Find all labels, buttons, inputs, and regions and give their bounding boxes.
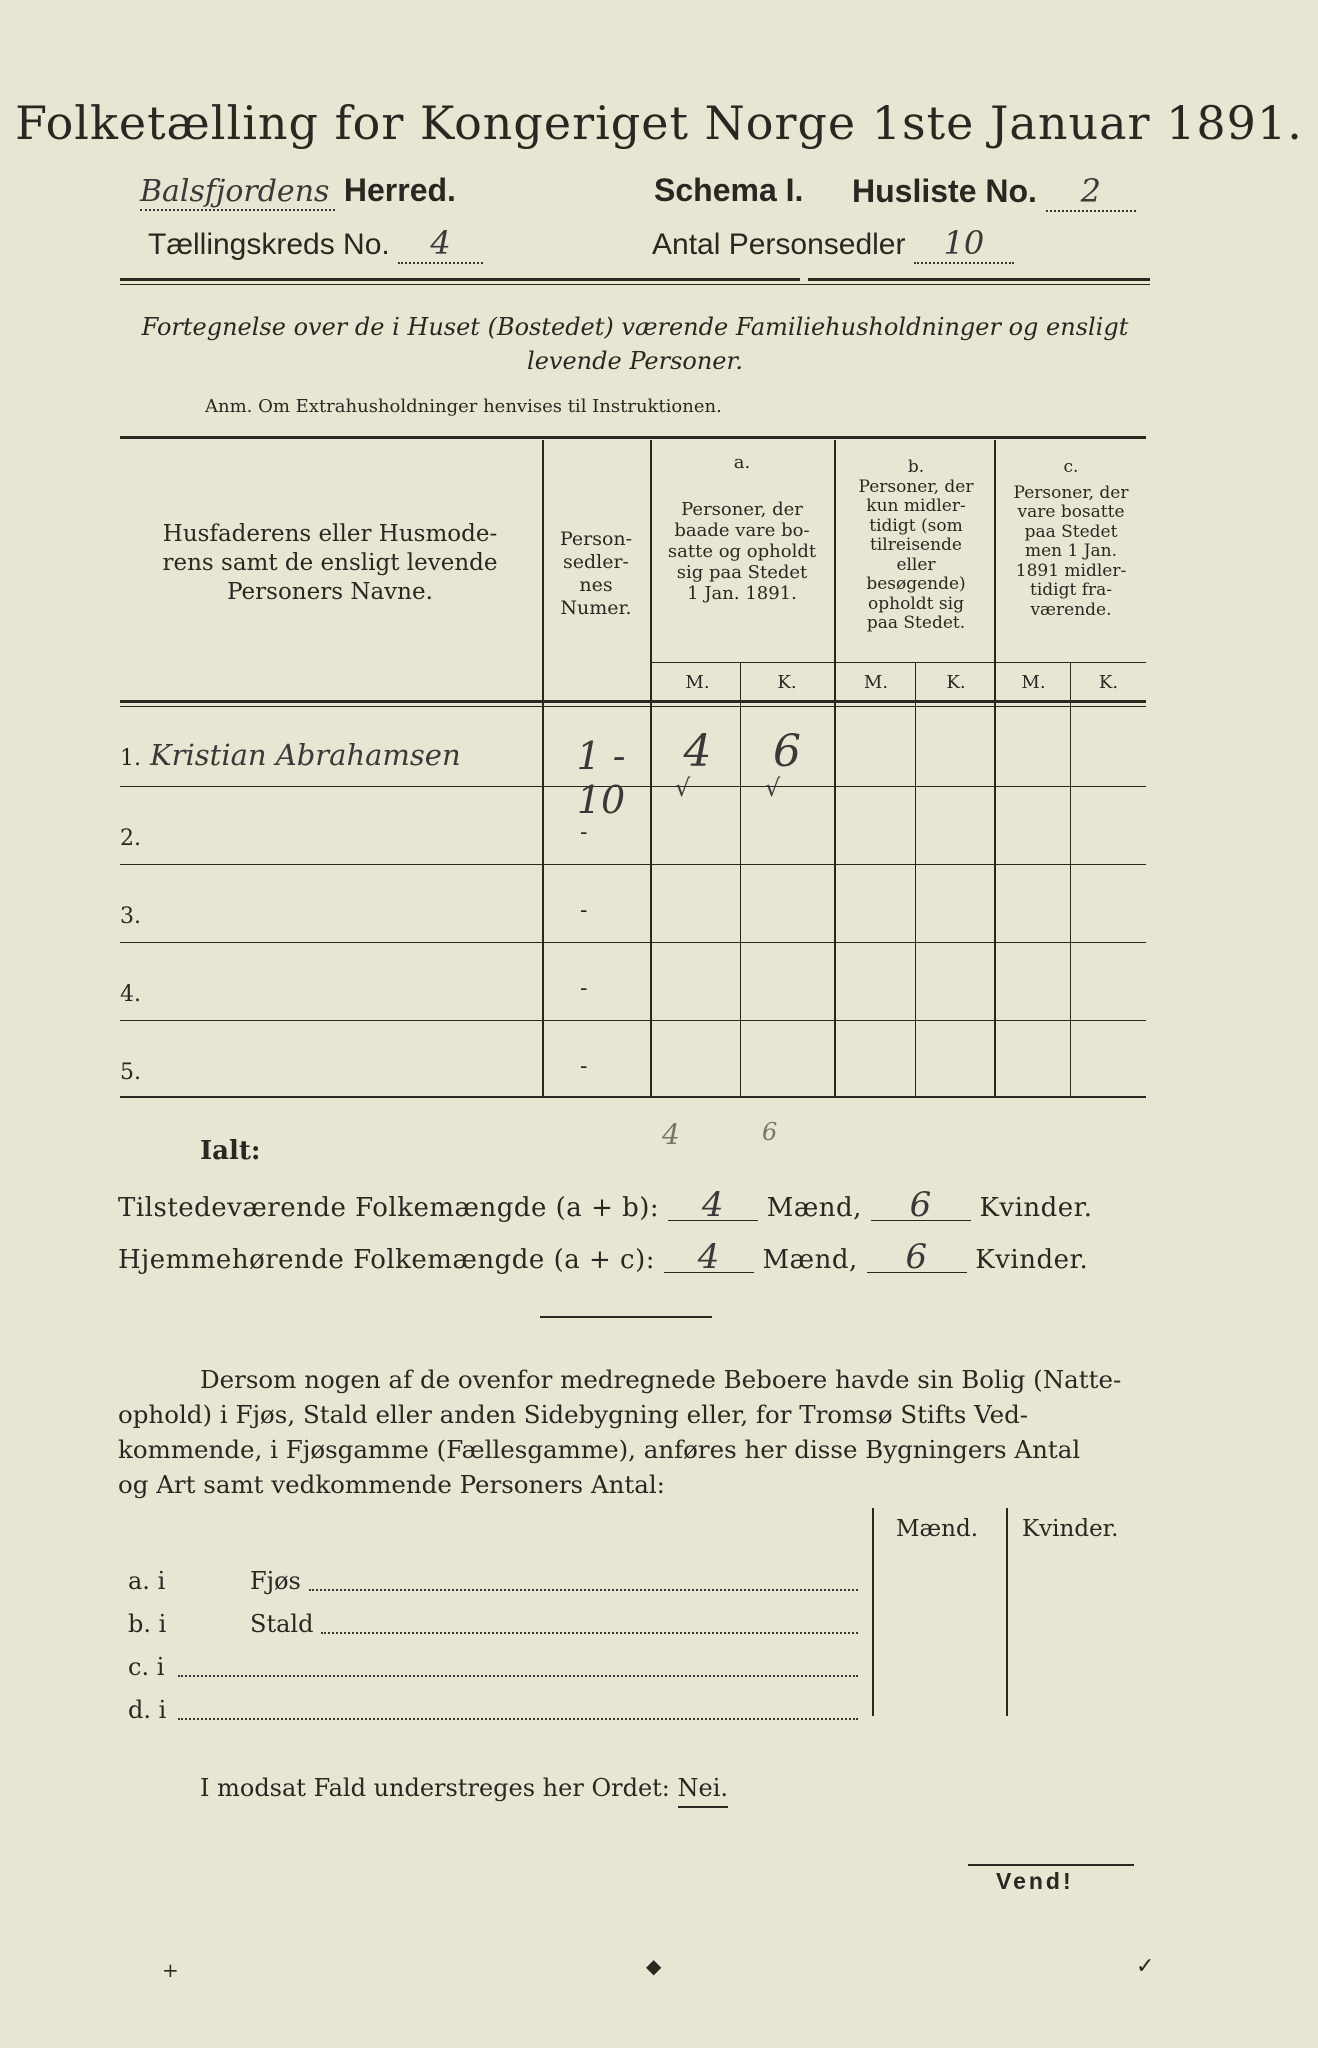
col-header-b [836,458,996,634]
col-b-line-4: tilreisende [869,535,962,555]
intro-line-2: levende Personer. [527,347,743,375]
ialt-women: 6 [762,1118,778,1146]
col-c-line-1: Personer, der [1013,482,1129,503]
hjemme-women: 6 [867,1242,967,1273]
col-a-k: K. [777,672,797,693]
col-num-line-2: sedler- [563,551,629,573]
para-line-3: kommende, i Fjøsgamme (Fællesgamme), anføres her disse Bygningers Antal [118,1435,1081,1464]
dotted-leader [309,1560,858,1591]
tilsted-men: 4 [668,1190,758,1221]
table-row [120,708,1146,822]
col-num-line-3: nes [579,574,613,596]
col-a-line-1: Personer, der [681,499,803,520]
col-c-line-3: paa Stedet [1024,521,1118,542]
section-divider [540,1316,712,1318]
anm-note: Anm. Om Extrahusholdninger henvises til Instruktionen. [205,396,722,417]
row-number: 3. [120,904,141,929]
hjemme-maend-label: Mænd, [762,1245,858,1275]
nei-word: Nei. [678,1774,729,1808]
kreds-line [148,224,483,264]
col-c-letter: c. [1063,457,1079,477]
hjemme-line [118,1237,1089,1278]
intro-text [110,310,1160,378]
corner-mark-icon: ✓ [1136,1954,1155,1979]
person-name: Kristian Abrahamsen [150,738,461,772]
col-c-m: M. [1021,672,1046,693]
personsedler-numbers: - [580,1054,588,1079]
col-b-line-3: tidigt (som [869,515,963,536]
row-number: 2. [120,826,141,851]
col-a-m: M. [685,672,710,693]
building-list [128,1560,858,1732]
col-header-name [125,520,535,607]
intro-line-1: Fortegnelse over de i Huset (Bostedet) værende Familiehusholdninger og ensligt [141,313,1129,341]
item-letter: a. i [128,1567,166,1595]
col-header-number [546,528,646,620]
row-a-women: 6 [773,726,801,777]
table-row [120,786,1146,865]
table-header-rule [120,700,1146,703]
check-mark-icon: √ [765,774,781,802]
herred-value: Balsfjordens [140,174,335,211]
item-letter: d. i [128,1696,167,1724]
col-c-line-6: tidigt fra- [1029,580,1112,600]
row-number: 5. [120,1060,141,1085]
mk-top-rule [652,662,1146,663]
personsedler-numbers: - [580,820,588,845]
col-c-line-5: 1891 midler- [1015,560,1127,581]
table-top-rule [120,436,1146,439]
col-b-line-7: opholdt sig [868,593,964,614]
list-item [128,1603,858,1646]
vline-bottom-1 [872,1508,874,1716]
col-name-line-1: Husfaderens eller Husmode- [162,521,498,547]
header-rule-right [808,278,1150,281]
table-row [120,1020,1146,1098]
husliste-value: 2 [1046,172,1136,212]
ialt-men: 4 [662,1118,680,1151]
header-rule-left [120,278,800,281]
col-a-line-4: sig paa Stedet [676,562,808,583]
tilsted-women: 6 [871,1190,971,1221]
para-line-2: ophold) i Fjøs, Stald eller anden Sidebygning eller, for Tromsø Stifts Ved- [118,1400,1029,1429]
tilsted-maend-label: Mænd, [766,1193,862,1223]
col-a-line-2: baade vare bo- [674,520,810,541]
corner-mark-icon: + [162,1958,179,1982]
col-maend-label: Mænd. [896,1516,979,1542]
vend-rule [968,1864,1134,1866]
table-row [120,864,1146,943]
antal-value: 10 [914,224,1014,264]
center-mark-icon: ◆ [646,1954,662,1978]
list-item [128,1560,858,1603]
modsat-text: I modsat Fald understreges her Ordet: [200,1774,670,1802]
personsedler-numbers: - [580,898,588,923]
tilsted-kvinder-label: Kvinder. [979,1193,1093,1223]
header-rule-thin [120,284,1150,285]
herred-label: Herred. [343,172,456,208]
col-c-k: K. [1098,672,1119,693]
col-name-line-3: Personers Navne. [227,579,433,605]
kreds-label: Tællingskreds No. [148,228,390,261]
husliste-line [852,172,1136,212]
vend-label: Vend! [996,1868,1074,1894]
item-label: Stald [250,1610,314,1638]
dotted-leader [321,1603,858,1634]
schema-label: Schema I. [654,172,804,208]
col-b-line-5: eller [896,554,936,575]
ialt-label: Ialt: [200,1136,261,1166]
item-letter: b. i [128,1610,167,1638]
antal-label: Antal Personsedler [652,228,906,261]
personsedler-numbers: 1 - 10 [576,734,626,822]
col-b-k: K. [946,672,966,693]
para-line-1: Dersom nogen af de ovenfor medregnede Beboere havde sin Bolig (Natte- [200,1365,1122,1394]
table-header-rule-thin [120,706,1146,707]
col-num-line-1: Person- [559,528,633,550]
col-c-line-2: vare bosatte [1017,502,1125,522]
item-label: Fjøs [250,1567,301,1595]
personsedler-numbers: - [580,976,588,1001]
col-header-c [996,458,1146,620]
list-item [128,1646,858,1689]
hjemme-men: 4 [664,1242,754,1273]
antal-line [652,224,1014,264]
col-b-line-6: besøgende) [866,574,966,594]
hjemme-label: Hjemmehørende Folkemængde (a + c): [118,1245,655,1275]
herred-line [140,172,456,211]
col-c-line-4: men 1 Jan. [1024,541,1118,561]
col-c-line-7: værende. [1030,599,1112,620]
form-title: Folketælling for Kongeriget Norge 1ste Januar 1891. [15,96,1303,150]
table-row [120,942,1146,1021]
col-num-line-4: Numer. [560,597,632,619]
col-kvinder-label: Kvinder. [1022,1516,1119,1542]
row-a-men: 4 [683,726,712,777]
col-a-letter: a. [733,452,751,473]
check-mark-icon: √ [675,774,691,802]
vline-bottom-2 [1006,1508,1008,1716]
hjemme-kvinder-label: Kvinder. [975,1245,1089,1275]
item-letter: c. i [128,1653,165,1681]
col-a-line-3: satte og opholdt [667,541,817,562]
kreds-value: 4 [398,224,483,264]
row-number: 4. [120,982,141,1007]
col-a-line-5: 1 Jan. 1891. [687,583,797,604]
col-name-line-2: rens samt de ensligt levende [162,550,498,576]
tilsted-label: Tilstedeværende Folkemængde (a + b): [118,1193,660,1223]
sidebygning-paragraph [118,1362,1148,1502]
dotted-leader [178,1689,858,1720]
dotted-leader [178,1646,858,1677]
col-header-a [652,452,832,604]
col-b-m: M. [863,672,889,693]
tilsted-line [118,1185,1093,1226]
col-b-letter: b. [907,457,925,477]
modsat-line [200,1774,728,1802]
col-b-line-1: Personer, der [858,476,974,497]
husliste-label: Husliste No. [852,173,1037,209]
row-number: 1. [120,746,141,771]
col-b-line-8: paa Stedet. [866,613,966,633]
col-b-line-2: kun midler- [866,496,966,516]
para-line-4: og Art samt vedkommende Personers Antal: [118,1470,665,1499]
list-item [128,1689,858,1732]
